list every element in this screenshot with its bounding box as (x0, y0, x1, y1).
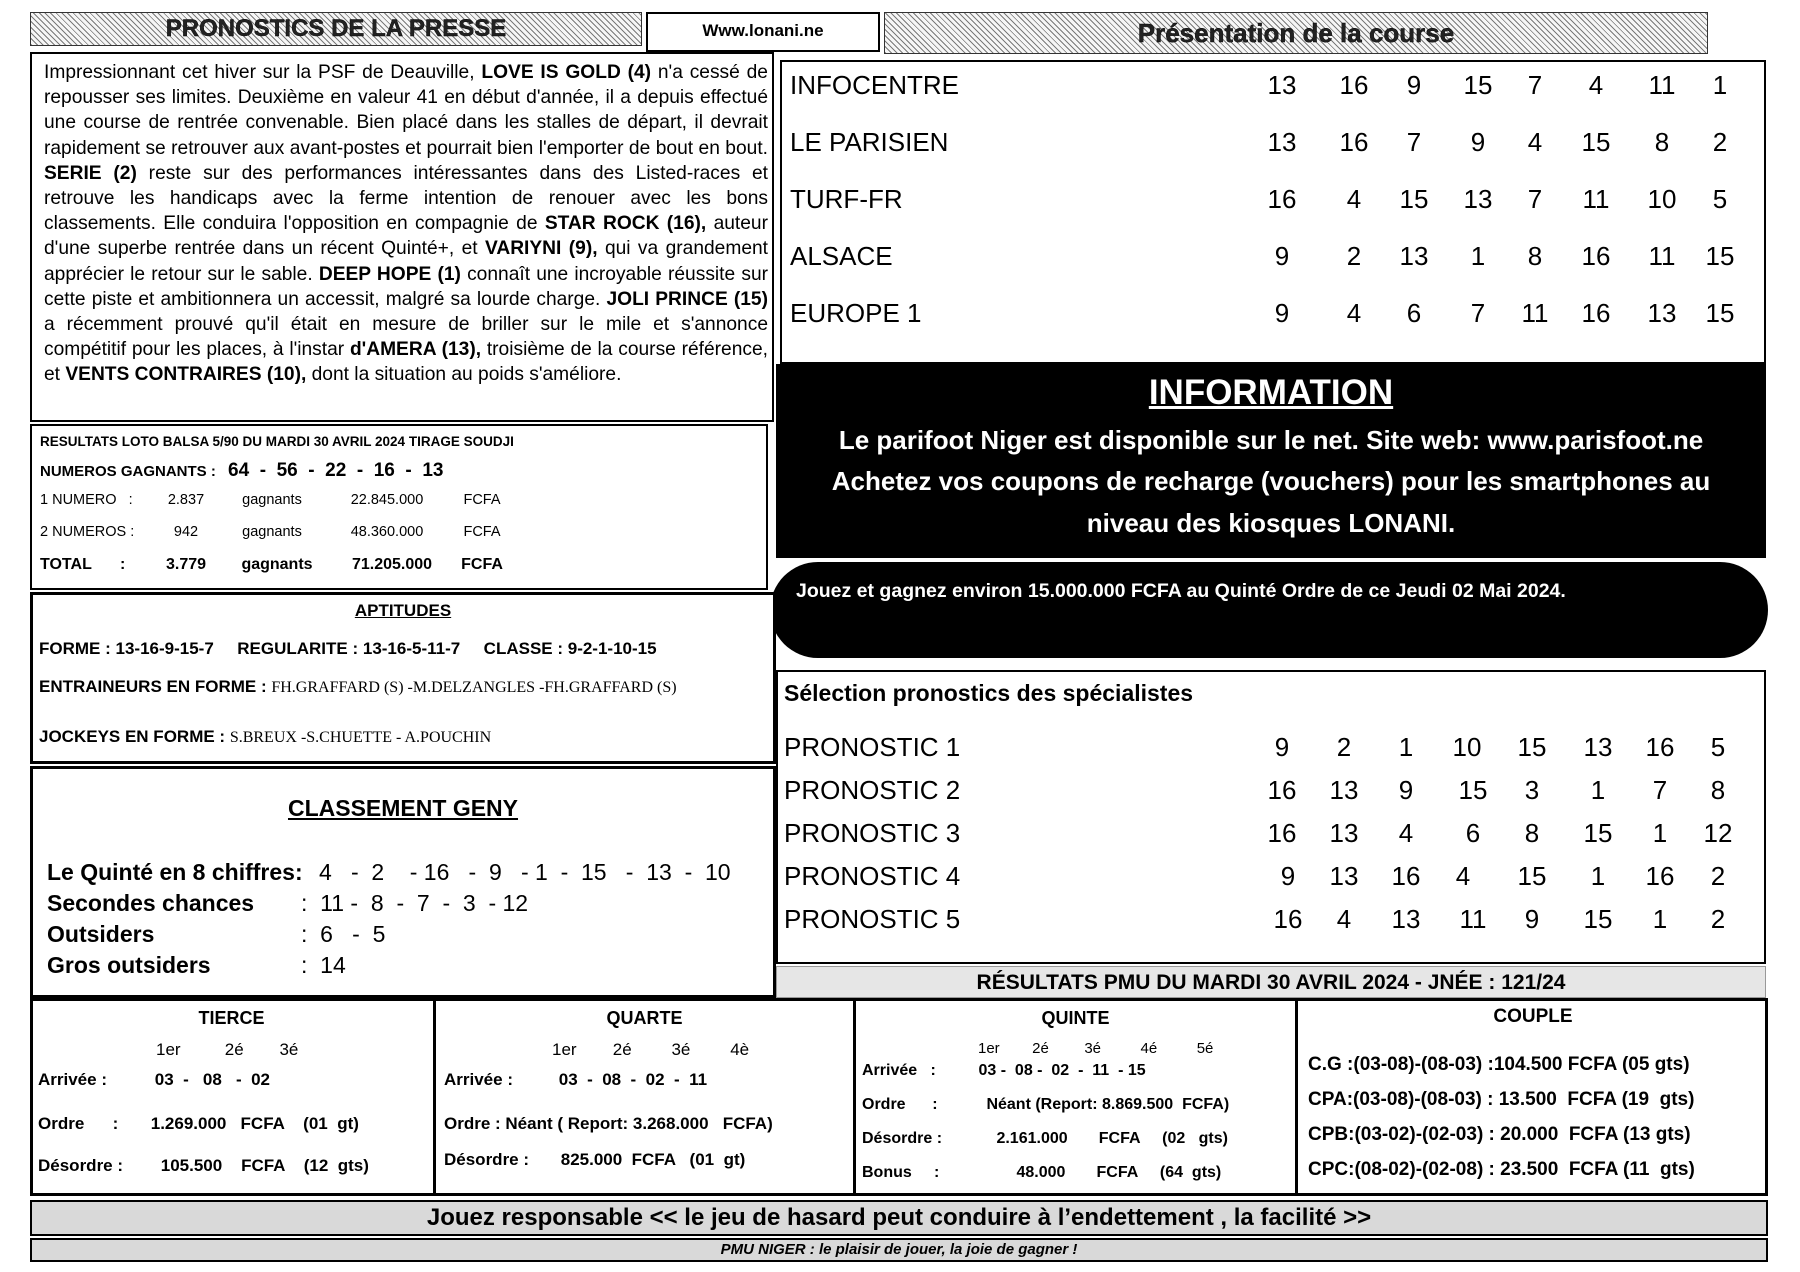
pronostic-name: PRONOSTIC 3 (784, 818, 961, 848)
geny-row (47, 890, 528, 917)
tierce-title: TIERCE (198, 1008, 265, 1028)
pick-number: 13 (1391, 904, 1421, 934)
geny-label: Secondes chances (47, 890, 255, 916)
pronostic-row (778, 732, 1764, 775)
tierce-desordre: 105.500 FCFA (12 gts) (160, 1156, 369, 1175)
couple-row: CPB:(03-02)-(02-03) : 20.000 FCFA (13 gts) (1308, 1124, 1691, 1145)
pick-number: 15 (1583, 818, 1613, 848)
pick-number: 15 (1517, 861, 1547, 891)
loto-row: 2 NUMEROS : 942 gagnants 48.360.000 FCFA (40, 524, 501, 540)
pick-number: 4 (1336, 904, 1352, 934)
pick-number: 13 (1463, 184, 1493, 214)
horse-name: DEEP HOPE (1) (318, 263, 461, 285)
loto-winning-label: NUMEROS GAGNANTS : (40, 463, 216, 480)
pick-number: 16 (1645, 732, 1675, 762)
quinte-ordre: Néant (Report: 8.869.500 FCFA) (986, 1096, 1230, 1113)
pick-number: 1 (1398, 732, 1414, 762)
pick-number: 4 (1588, 70, 1604, 100)
quinte-arrivee: 03 - 08 - 02 - 11 - 15 (978, 1062, 1146, 1079)
article-fragment: troisième de la course référence, et (44, 339, 768, 386)
tierce-box: TIERCE 1er 2é 3é Arrivée : 03 - 08 - 02 Ordre : 1.269.000 FCFA (01 gt) Désordre : 105.500 FCFA (12 gts) (30, 998, 436, 1196)
pick-number: 9 (1398, 775, 1414, 805)
article-fragment: auteur d'une superbe rentrée dans un récent Quinté+, et (44, 213, 768, 260)
pick-number: 11 (1459, 904, 1487, 934)
presse-row (782, 62, 1764, 119)
pick-number: 1 (1652, 904, 1668, 934)
pronostic-name: PRONOSTIC 4 (784, 861, 961, 891)
pick-number: 1 (1470, 241, 1486, 271)
pick-number: 9 (1274, 298, 1290, 328)
pick-number: 2 (1710, 861, 1726, 891)
geny-title: CLASSEMENT GENY (287, 795, 519, 821)
pick-number: 7 (1527, 70, 1543, 100)
pronostic-name: PRONOSTIC 1 (784, 732, 961, 762)
pick-number: 1 (1590, 775, 1606, 805)
source-name: INFOCENTRE (790, 70, 959, 100)
pick-number: 1 (1590, 861, 1606, 891)
pick-number: 7 (1406, 127, 1422, 157)
loto-total-row: TOTAL : 3.779 gagnants 71.205.000 FCFA (40, 556, 503, 573)
source-name: TURF-FR (790, 184, 903, 214)
tierce-arrivee: 03 - 08 - 02 (154, 1070, 271, 1089)
pick-number: 3 (1524, 775, 1540, 805)
pick-number: 16 (1581, 241, 1611, 271)
pick-number: 15 (1458, 775, 1488, 805)
pick-number: 11 (1648, 70, 1676, 100)
pick-number: 13 (1329, 775, 1359, 805)
information-title: INFORMATION (1148, 373, 1394, 412)
pick-number: 15 (1463, 70, 1493, 100)
horse-name: STAR ROCK (16), (544, 213, 707, 235)
geny-value: 4 - 2 - 16 - 9 - 1 - 15 - 13 - 10 (319, 859, 731, 885)
geny-label: Le Quinté en 8 chiffres: (47, 859, 303, 885)
horse-name: SERIE (2) (44, 162, 137, 184)
source-name: LE PARISIEN (790, 127, 949, 157)
horse-name: LOVE IS GOLD (4) (481, 62, 652, 83)
pick-number: 16 (1391, 861, 1421, 891)
pick-number: 2 (1346, 241, 1362, 271)
geny-row (47, 921, 385, 948)
couple-row: C.G :(03-08)-(08-03) :104.500 FCFA (05 gts) (1308, 1054, 1690, 1075)
pick-number: 16 (1339, 70, 1369, 100)
pick-number: 6 (1465, 818, 1481, 848)
pick-number: 15 (1517, 732, 1547, 762)
presse-row (782, 176, 1764, 233)
horse-name: d'AMERA (13), (349, 339, 482, 361)
pick-number: 8 (1654, 127, 1670, 157)
couple-title: COUPLE (1493, 1006, 1573, 1027)
pick-number: 16 (1581, 298, 1611, 328)
information-block (776, 364, 1766, 558)
article-fragment: qui va grandement apprécier le retour sur le sable. (44, 238, 768, 285)
pick-number: 4 (1346, 298, 1362, 328)
article-text (44, 60, 768, 388)
pick-number: 6 (1406, 298, 1422, 328)
pick-number: 8 (1710, 775, 1726, 805)
pick-number: 11 (1648, 241, 1676, 271)
presse-table (780, 60, 1766, 364)
promo-text: Jouez et gagnez environ 15.000.000 FCFA au Quinté Ordre de ce Jeudi 02 Mai 2024. (796, 580, 1566, 602)
pick-number: 9 (1274, 241, 1290, 271)
forme-value: 13-16-9-15-7 (115, 639, 214, 658)
pronostic-name: PRONOSTIC 2 (784, 775, 961, 805)
pick-number: 13 (1267, 70, 1297, 100)
slogan-text: PMU NIGER : le plaisir de jouer, la joie de gagner ! (720, 1241, 1078, 1258)
pick-number: 9 (1280, 861, 1296, 891)
pick-number: 8 (1527, 241, 1543, 271)
source-name: ALSACE (790, 241, 893, 271)
responsable-bar (30, 1200, 1768, 1236)
article-fragment: reste sur des performances intéressantes dans des Listed-races et retrouve les handicaps avec la ferme intention de renouer avec les bons classements. Elle conduira l'opposition en compagnie de (44, 162, 768, 235)
aptitudes-title: APTITUDES (354, 601, 452, 620)
pick-number: 8 (1524, 818, 1540, 848)
pick-number: 15 (1705, 241, 1735, 271)
pick-number: 2 (1336, 732, 1352, 762)
pick-number: 7 (1470, 298, 1486, 328)
responsable-text: Jouez responsable << le jeu de hasard peut conduire à l’endettement , la facilité >> (426, 1204, 1372, 1231)
loto-results-box (30, 424, 768, 590)
resultats-title: RÉSULTATS PMU DU MARDI 30 AVRIL 2024 - JNÉE : 121/24 (976, 971, 1566, 994)
pick-number: 4 (1527, 127, 1543, 157)
quinte-box: QUINTE 1er 2é 3é 4é 5é Arrivée : 03 - 08 - 02 - 11 - 15 Ordre : Néant (Report: 8.869.500 FCFA) Désordre : 2.161.000 FCFA (02 gts) Bonus : 48.000 FCFA (64 gts) (856, 998, 1298, 1196)
classe-value: 9-2-1-10-15 (567, 639, 657, 658)
loto-title: RESULTATS LOTO BALSA 5/90 DU MARDI 30 AVRIL 2024 TIRAGE SOUDJI (40, 434, 514, 449)
couple-row: CPA:(03-08)-(08-03) : 13.500 FCFA (19 gts) (1308, 1089, 1695, 1110)
pronostic-row (778, 904, 1764, 947)
regularite-value: 13-16-5-11-7 (362, 639, 461, 658)
couple-box (1298, 998, 1768, 1196)
pronostic-row (778, 775, 1764, 818)
geny-row (47, 859, 731, 886)
jockeys-value: S.BREUX -S.CHUETTE - A.POUCHIN (229, 729, 492, 746)
pick-number: 4 (1398, 818, 1414, 848)
pick-number: 15 (1581, 127, 1611, 157)
quarte-title: QUARTE (606, 1008, 683, 1028)
pick-number: 7 (1527, 184, 1543, 214)
source-name: EUROPE 1 (790, 298, 922, 328)
geny-value: : 11 - 8 - 7 - 3 - 12 (301, 890, 529, 916)
quarte-arrivee: 03 - 08 - 02 - 11 (558, 1070, 708, 1089)
geny-label: Outsiders (47, 921, 155, 947)
promo-banner (770, 562, 1768, 658)
aptitudes-box: APTITUDES FORME : 13-16-9-15-7 REGULARITE : 13-16-5-11-7 CLASSE : 9-2-1-10-15 ENTRAINEURS EN FORME : FH.GRAFFARD (S) -M.DELZANGLES -FH.GRAFFARD (S) JOCKEYS EN FORME : S.BREUX -S.CHUETTE - A.POUCHIN (30, 592, 776, 764)
article-fragment: dont la situation au poids s'améliore. (306, 364, 622, 386)
pick-number: 16 (1339, 127, 1369, 157)
information-line2: Achetez vos coupons de recharge (vouchers) pour les smartphones au niveau des kiosques LONANI. (831, 466, 1711, 538)
pick-number: 16 (1273, 904, 1303, 934)
pick-number: 9 (1274, 732, 1290, 762)
pick-number: 11 (1521, 298, 1549, 328)
website-link[interactable]: Www.lonani.ne (702, 21, 824, 40)
pick-number: 9 (1406, 70, 1422, 100)
pick-number: 2 (1710, 904, 1726, 934)
pick-number: 1 (1712, 70, 1728, 100)
pick-number: 13 (1583, 732, 1613, 762)
geny-box (30, 766, 776, 998)
article-fragment: n'a cessé de repousser ses limites. Deuxième en valeur 41 en début d'année, il a depuis effectué une course de rentrée convenable. Bien placé dans les stalles de départ, il devrait rapidement se retrouver aux avant-postes et pourrait bien l'emporter de bout en bout. (44, 62, 768, 159)
pick-number: 4 (1455, 861, 1471, 891)
pick-number: 13 (1329, 818, 1359, 848)
quinte-title: QUINTE (1041, 1008, 1110, 1028)
pick-number: 16 (1267, 184, 1297, 214)
pick-number: 15 (1705, 298, 1735, 328)
presse-row (782, 233, 1764, 290)
course-title: Présentation de la course (1137, 18, 1455, 48)
specialistes-title: Sélection pronostics des spécialistes (784, 680, 1194, 706)
pronostic-row (778, 861, 1764, 904)
loto-winning-numbers: 64 - 56 - 22 - 16 - 13 (228, 460, 444, 481)
slogan-bar (30, 1238, 1768, 1262)
specialistes-box (776, 670, 1766, 964)
pick-number: 16 (1267, 775, 1297, 805)
resultats-title-bar (776, 966, 1766, 998)
pick-number: 15 (1399, 184, 1429, 214)
tierce-ordre: 1.269.000 FCFA (01 gt) (150, 1114, 359, 1133)
loto-row: 1 NUMERO : 2.837 gagnants 22.845.000 FCFA (40, 492, 501, 508)
pick-number: 16 (1645, 861, 1675, 891)
pick-number: 9 (1524, 904, 1540, 934)
pick-number: 15 (1583, 904, 1613, 934)
geny-value: : 14 (301, 952, 346, 978)
pick-number: 1 (1652, 818, 1668, 848)
pick-number: 9 (1470, 127, 1486, 157)
quinte-bonus: 48.000 FCFA (64 gts) (1016, 1164, 1222, 1181)
pick-number: 13 (1329, 861, 1359, 891)
pick-number: 7 (1652, 775, 1668, 805)
pick-number: 11 (1582, 184, 1610, 214)
pick-number: 10 (1647, 184, 1677, 214)
pronostic-name: PRONOSTIC 5 (784, 904, 961, 934)
horse-name: JOLI PRINCE (15) (606, 288, 768, 310)
information-line1: Le parifoot Niger est disponible sur le net. Site web: www.parisfoot.ne (838, 425, 1704, 455)
presse-title-bar (30, 12, 642, 46)
pick-number: 2 (1712, 127, 1728, 157)
pick-number: 5 (1712, 184, 1728, 214)
article-fragment: a récemment prouvé qu'il était en mesure de briller sur le mile et s'annonce compétitif pour les places, à l'instar (44, 314, 768, 361)
pick-number: 13 (1647, 298, 1677, 328)
quarte-desordre: 825.000 FCFA (01 gt) (560, 1150, 746, 1169)
quinte-desordre: 2.161.000 FCFA (02 gts) (996, 1130, 1228, 1147)
pick-number: 13 (1267, 127, 1297, 157)
article-fragment: connaît une incroyable réussite sur cette piste et ambitionnera un accessit, malgré sa lourde charge. (44, 263, 769, 310)
pick-number: 5 (1710, 732, 1726, 762)
horse-name: VENTS CONTRAIRES (10), (65, 364, 307, 386)
entraineurs-value: FH.GRAFFARD (S) -M.DELZANGLES -FH.GRAFFARD (S) (271, 679, 677, 696)
couple-row: CPC:(08-02)-(02-08) : 23.500 FCFA (11 gts) (1308, 1159, 1695, 1180)
geny-label: Gros outsiders (47, 952, 211, 978)
geny-value: : 6 - 5 (301, 921, 386, 947)
pick-number: 4 (1346, 184, 1362, 214)
quarte-box: QUARTE 1er 2é 3é 4è Arrivée : 03 - 08 - 02 - 11 Ordre : Néant ( Report: 3.268.000 FCFA) Désordre : 825.000 FCFA (01 gt) (436, 998, 856, 1196)
presse-title: PRONOSTICS DE LA PRESSE (165, 15, 507, 42)
geny-row (47, 952, 346, 979)
presse-row (782, 290, 1764, 347)
horse-name: VARIYNI (9), (484, 238, 598, 260)
website-box[interactable] (646, 12, 880, 52)
quarte-ordre: Ordre : Néant ( Report: 3.268.000 FCFA) (444, 1114, 773, 1133)
pick-number: 10 (1452, 732, 1482, 762)
pronostic-row (778, 818, 1764, 861)
article-box (30, 52, 774, 422)
course-title-bar (884, 12, 1708, 54)
pick-number: 13 (1399, 241, 1429, 271)
article-fragment: Impressionnant cet hiver sur la PSF de Deauville, (44, 62, 482, 83)
presse-row (782, 119, 1764, 176)
pick-number: 16 (1267, 818, 1297, 848)
pick-number: 12 (1703, 818, 1733, 848)
